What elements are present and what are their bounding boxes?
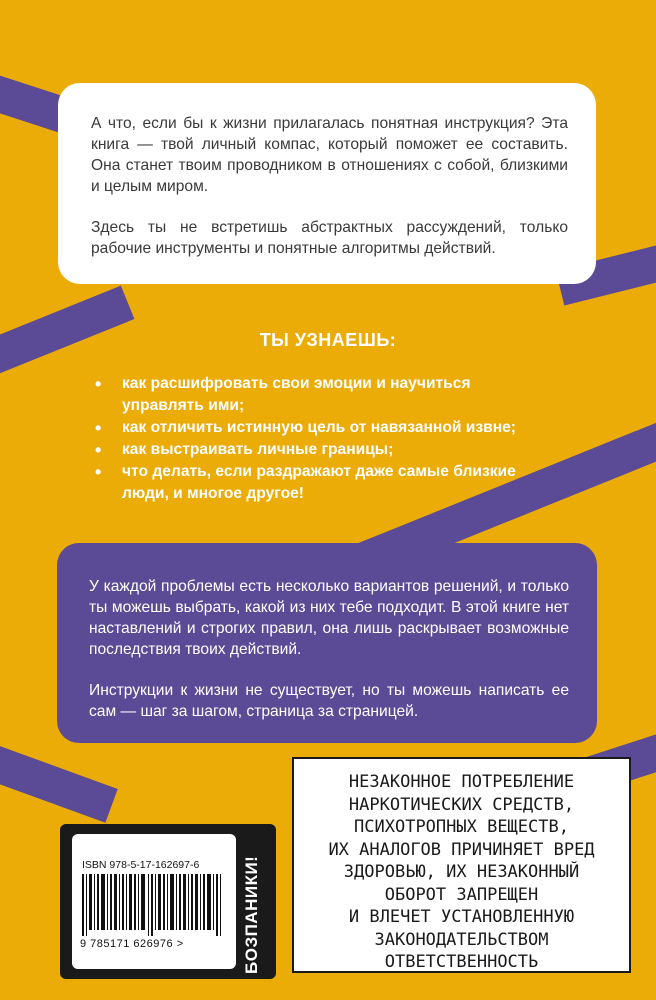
warning-line: ИХ АНАЛОГОВ ПРИЧИНЯЕТ ВРЕД (328, 839, 595, 860)
list-item: • как расшифровать свои эмоции и научиться управлять ими; (92, 373, 542, 417)
warning-line: НЕЗАКОННОЕ ПОТРЕБЛЕНИЕ (348, 772, 575, 792)
learn-heading: ТЫ УЗНАЕШЬ: (259, 330, 397, 350)
barcode-number: 9 785171 626976 > (80, 938, 184, 950)
intro-box (58, 83, 596, 284)
warning-line: ОТВЕТСТВЕННОСТЬ (384, 952, 539, 972)
barcode-icon (82, 874, 228, 936)
list-item: • что делать, если раздражают даже самые близкие люди, и многое другое! (92, 461, 542, 505)
intro-paragraph-1: А что, если бы к жизни прилагалась понятная инструкция? Эта книга — твой личный компас, который поможет ее составить. Она станет твоим проводником в отношениях с собой, близкими и целым миром. (91, 115, 568, 195)
legal-warning (292, 757, 631, 973)
warning-line: ЗАКОНОДАТЕЛЬСТВОМ (374, 929, 549, 950)
warning-line: ОБОРОТ ЗАПРЕЩЕН (384, 884, 539, 905)
warning-line: ЗДОРОВЬЮ, ИХ НЕЗАКОННЫЙ (343, 862, 580, 882)
brand-logo: БОЗПАНИКИ! (242, 855, 261, 974)
isbn-label: ISBN 978-5-17-162697-6 (82, 859, 200, 871)
closing-paragraph-2: Инструкции к жизни не существует, но ты можешь написать ее сам — шаг за шагом, страница за страницей. (89, 682, 569, 720)
closing-paragraph-1: У каждой проблемы есть несколько вариантов решений, и только ты можешь выбрать, какой из них тебе подходит. В этой книге нет наставлений и строгих правил, она лишь раскрывает возможные последствия твоих действий. (89, 578, 569, 658)
intro-paragraph-2: Здесь ты не встретишь абстрактных рассуждений, только рабочие инструменты и понятные алгоритмы действий. (91, 219, 568, 257)
list-item: • как выстраивать личные границы; (92, 439, 542, 461)
barcode-panel (60, 824, 276, 979)
warning-line: И ВЛЕЧЕТ УСТАНОВЛЕННУЮ (348, 907, 575, 927)
list-item: • как отличить истинную цель от навязанной извне; (92, 417, 542, 439)
warning-line: НАРКОТИЧЕСКИХ СРЕДСТВ, (348, 794, 575, 815)
closing-box (57, 543, 597, 743)
warning-line: ПСИХОТРОПНЫХ ВЕЩЕСТВ, (354, 817, 569, 837)
barcode-box (72, 834, 236, 969)
learn-list (92, 373, 542, 505)
decor-stripe (0, 741, 118, 823)
